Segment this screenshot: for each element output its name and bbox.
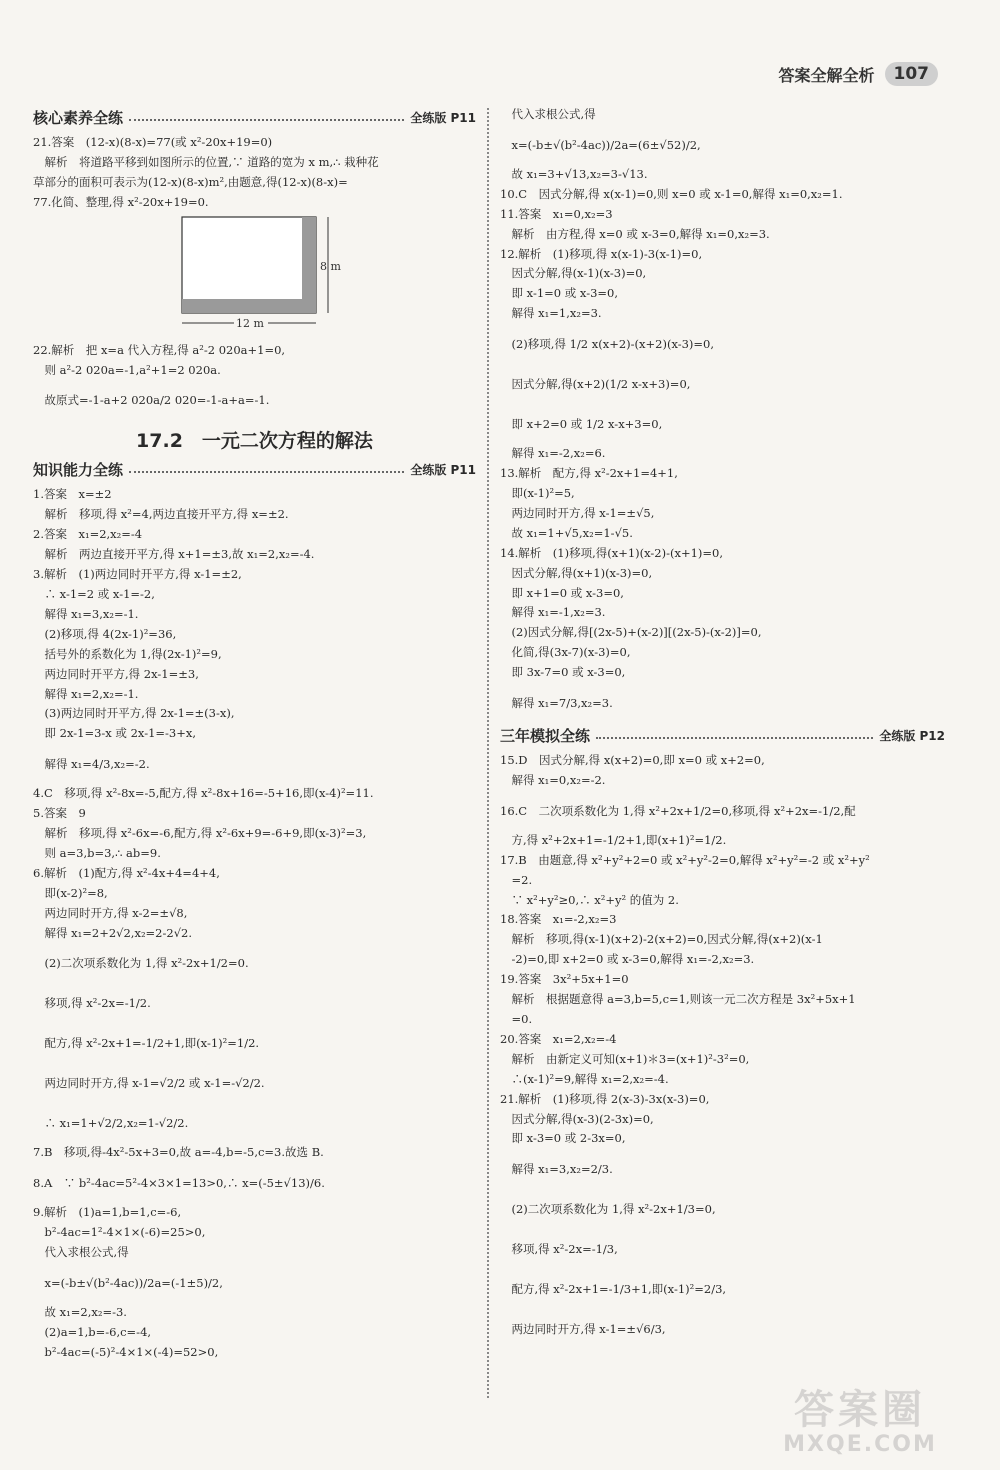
text-line: (2)a=1,b=-6,c=-4,: [33, 1325, 152, 1339]
text-line: 解得 x₁=1,x₂=3.: [500, 306, 602, 321]
text-line: b²-4ac=1²-4×1×(-6)=25>0,: [33, 1225, 206, 1240]
text-line: =2.: [500, 872, 533, 887]
text-line: 故 x₁=2,x₂=-3.: [33, 1305, 127, 1320]
text-line: 代入求根公式,得: [33, 1245, 129, 1260]
text-line: 解析 将道路平移到如图所示的位置,∵ 道路的宽为 x m,∴ 栽种花: [33, 154, 379, 169]
text-line: 即 2x-1=3-x 或 2x-1=-3+x,: [33, 726, 197, 741]
text-line: 两边同时开方,得 x-2=±√8,: [33, 905, 188, 920]
text-line: 19.答案 3x²+5x+1=0: [500, 972, 629, 987]
section-ref: 全练版 P11: [410, 463, 476, 478]
vertical-road: [302, 217, 316, 313]
text-line: 解得 x₁=-2,x₂=6.: [500, 446, 606, 461]
text-line: 方,得 x²+2x+1=-1/2+1,即(x+1)²=1/2.: [500, 832, 727, 847]
text-line: 即 x-1=0 或 x-3=0,: [500, 286, 618, 301]
text-line: (3)两边同时开平方,得 2x-1=±(3-x),: [33, 706, 235, 721]
text-line: 因式分解,得(x-1)(x-3)=0,: [500, 266, 647, 281]
text-line: 21.答案 (12-x)(8-x)=77(或 x²-20x+19=0): [33, 135, 273, 149]
section-ref: 全练版 P12: [879, 729, 945, 744]
text-line: 则 a=3,b=3,∴ ab=9.: [33, 845, 161, 860]
text-line: 7.B 移项,得-4x²-5x+3=0,故 a=-4,b=-5,c=3.故选 B.: [33, 1145, 324, 1160]
text-line: 草部分的面积可表示为(12-x)(8-x)m²,由题意,得(12-x)(8-x)=: [33, 174, 348, 189]
text-line: 18.答案 x₁=-2,x₂=3: [500, 912, 617, 927]
road-diagram: [180, 215, 350, 333]
field-rectangle: [182, 217, 316, 313]
text-line: 16.C 二次项系数化为 1,得 x²+2x+1/2=0,移项,得 x²+2x=-1/2,配: [500, 803, 856, 818]
text-line: 解析 根据题意得 a=3,b=5,c=1,则该一元二次方程是 3x²+5x+1: [500, 992, 856, 1007]
text-line: (2)移项,得 4(2x-1)²=36,: [33, 626, 177, 641]
text-line: 6.解析 (1)配方,得 x²-4x+4=4+4,: [33, 865, 220, 880]
text-line: 配方,得 x²-2x+1=-1/2+1,即(x-1)²=1/2.: [33, 1036, 260, 1051]
text-line: (2)移项,得 1/2 x(x+2)-(x+2)(x-3)=0,: [500, 337, 715, 352]
section-header-simulation: [500, 725, 945, 746]
text-line: 解析 两边直接开平方,得 x+1=±3,故 x₁=2,x₂=-4.: [33, 547, 315, 562]
text-line: 4.C 移项,得 x²-8x=-5,配方,得 x²-8x+16=-5+16,即(x-4)²=11.: [33, 786, 374, 801]
text-line: 故 x₁=1+√5,x₂=1-√5.: [500, 525, 633, 540]
answer-block-22: [33, 341, 476, 421]
text-line: 解析 移项,得 x²=4,两边直接开平方,得 x=±2.: [33, 507, 289, 522]
text-line: (2)二次项系数化为 1,得 x²-2x+1/2=0.: [33, 956, 249, 971]
text-line: 两边同时开方,得 x-1=±√6/3,: [500, 1322, 666, 1337]
text-line: ∴ x₁=1+√2/2,x₂=1-√2/2.: [33, 1116, 189, 1131]
text-line: 解得 x₁=7/3,x₂=3.: [500, 696, 613, 711]
text-line: 14.解析 (1)移项,得(x+1)(x-2)-(x+1)=0,: [500, 545, 724, 560]
text-line: 括号外的系数化为 1,得(2x-1)²=9,: [33, 646, 222, 661]
section-title: 三年模拟全练: [500, 727, 591, 746]
section-ref: 全练版 P11: [410, 111, 476, 125]
text-line: 因式分解,得(x-3)(2-3x)=0,: [500, 1111, 654, 1126]
text-line: 22.解析 把 x=a 代入方程,得 a²-2 020a+1=0,: [33, 342, 286, 357]
text-line: ∵ x²+y²≥0,∴ x²+y² 的值为 2.: [500, 892, 679, 907]
text-line: ∴(x-1)²=9,解得 x₁=2,x₂=-4.: [500, 1071, 669, 1086]
site-watermark: [750, 1387, 970, 1462]
text-line: 即 x-3=0 或 2-3x=0,: [500, 1131, 626, 1146]
text-line: -2)=0,即 x+2=0 或 x-3=0,解得 x₁=-2,x₂=3.: [500, 952, 755, 967]
section-header-core: [33, 107, 476, 128]
answer-list-knowledge: [33, 485, 476, 1362]
text-line: 两边同时开方,得 x-1=±√5,: [500, 505, 655, 520]
text-line: 即(x-1)²=5,: [500, 485, 575, 500]
text-line: x=(-b±√(b²-4ac))/2a=(-1±5)/2,: [33, 1276, 223, 1291]
text-line: 解析 由方程,得 x=0 或 x-3=0,解得 x₁=0,x₂=3.: [500, 226, 770, 241]
text-line: 解得 x₁=2,x₂=-1.: [33, 686, 139, 701]
text-line: 15.D 因式分解,得 x(x+2)=0,即 x=0 或 x+2=0,: [500, 753, 765, 768]
section-title: 核心素养全练: [33, 109, 124, 127]
text-line: 解析 移项,得 x²-6x=-6,配方,得 x²-6x+9=-6+9,即(x-3)²=3,: [33, 826, 367, 841]
text-line: 即 3x-7=0 或 x-3=0,: [500, 665, 626, 680]
text-line: 9.解析 (1)a=1,b=1,c=-6,: [33, 1205, 182, 1220]
text-line: 即 x+2=0 或 1/2 x-x+3=0,: [500, 417, 663, 432]
horizontal-road: [182, 299, 316, 313]
dotted-leader: [129, 119, 404, 121]
text-line: 解得 x₁=2+2√2,x₂=2-2√2.: [33, 925, 193, 940]
text-line: =0.: [500, 1012, 533, 1026]
text-line: 故 x₁=3+√13,x₂=3-√13.: [500, 166, 648, 181]
text-line: 解析 移项,得(x-1)(x+2)-2(x+2)=0,因式分解,得(x+2)(x-1: [500, 932, 823, 947]
text-line: 则 a²-2 020a=-1,a²+1=2 020a.: [33, 362, 221, 377]
height-label: 8 m: [320, 259, 341, 273]
page-header: [778, 62, 938, 86]
text-line: 解得 x₁=3,x₂=-1.: [33, 606, 139, 621]
text-line: 20.答案 x₁=2,x₂=-4: [500, 1031, 617, 1046]
watermark-url: MXQE.COM: [783, 1432, 937, 1457]
text-line: 11.答案 x₁=0,x₂=3: [500, 206, 613, 221]
text-line: 3.解析 (1)两边同时开平方,得 x-1=±2,: [33, 567, 242, 582]
text-line: 解得 x₁=0,x₂=-2.: [500, 772, 606, 787]
dotted-leader: [129, 471, 404, 473]
text-line: 13.解析 配方,得 x²-2x+1=4+1,: [500, 466, 678, 481]
text-line: (2)因式分解,得[(2x-5)+(x-2)][(2x-5)-(x-2)]=0,: [500, 625, 762, 640]
answer-list-simulation: [500, 751, 945, 1349]
text-line: 即 x+1=0 或 x-3=0,: [500, 585, 624, 600]
watermark-logo-text: 答案圈: [794, 1387, 926, 1433]
text-line: 1.答案 x=±2: [33, 487, 112, 502]
section-title: 知识能力全练: [33, 461, 124, 480]
text-line: 两边同时开平方,得 2x-1=±3,: [33, 666, 199, 681]
text-line: 解得 x₁=3,x₂=2/3.: [500, 1162, 613, 1177]
chapter-title: 17.2 一元二次方程的解法: [136, 430, 373, 453]
text-line: x=(-b±√(b²-4ac))/2a=(6±√52)/2,: [500, 137, 701, 152]
text-line: 即(x-2)²=8,: [33, 885, 108, 900]
header-title: 答案全解全析: [778, 65, 875, 85]
text-line: 移项,得 x²-2x=-1/3,: [500, 1242, 618, 1257]
text-line: 因式分解,得(x+2)(1/2 x-x+3)=0,: [500, 377, 691, 392]
answer-list-continued: [500, 105, 945, 723]
text-line: 2.答案 x₁=2,x₂=-4: [33, 527, 143, 542]
text-line: ∴ x-1=2 或 x-1=-2,: [33, 586, 155, 601]
text-line: 10.C 因式分解,得 x(x-1)=0,则 x=0 或 x-1=0,解得 x₁=0,x₂=1.: [500, 186, 843, 201]
text-line: 12.解析 (1)移项,得 x(x-1)-3(x-1)=0,: [500, 246, 703, 261]
text-line: 解得 x₁=4/3,x₂=-2.: [33, 757, 150, 772]
text-line: b²-4ac=(-5)²-4×1×(-4)=52>0,: [33, 1344, 219, 1359]
text-line: 8.A ∵ b²-4ac=5²-4×3×1=13>0,∴ x=(-5±√13)/6.: [33, 1176, 325, 1191]
left-column: [33, 105, 476, 1363]
text-line: 两边同时开方,得 x-1=√2/2 或 x-1=-√2/2.: [33, 1076, 265, 1091]
column-divider: [487, 108, 489, 1398]
text-line: (2)二次项系数化为 1,得 x²-2x+1/3=0,: [500, 1202, 716, 1217]
answer-block-21: [33, 133, 476, 213]
text-line: 移项,得 x²-2x=-1/2.: [33, 996, 151, 1011]
text-line: 化简,得(3x-7)(x-3)=0,: [500, 645, 631, 660]
text-line: 77.化简、整理,得 x²-20x+19=0.: [33, 194, 209, 209]
section-header-knowledge: [33, 459, 476, 480]
text-line: 17.B 由题意,得 x²+y²+2=0 或 x²+y²-2=0,解得 x²+y²=-2 或 x²+y²: [500, 852, 870, 867]
width-label: 12 m: [236, 316, 264, 330]
text-line: 解析 由新定义可知(x+1)＊3=(x+1)²-3²=0,: [500, 1051, 750, 1066]
text-line: 故原式=-1-a+2 020a/2 020=-1-a+a=-1.: [33, 393, 270, 408]
page-number: 107: [885, 62, 939, 86]
text-line: 5.答案 9: [33, 806, 86, 821]
dotted-leader: [596, 737, 873, 739]
text-line: 解得 x₁=-1,x₂=3.: [500, 605, 606, 620]
text-line: 21.解析 (1)移项,得 2(x-3)-3x(x-3)=0,: [500, 1091, 710, 1106]
text-line: 因式分解,得(x+1)(x-3)=0,: [500, 565, 653, 580]
text-line: 配方,得 x²-2x+1=-1/3+1,即(x-1)²=2/3,: [500, 1282, 727, 1297]
text-line: 代入求根公式,得: [500, 107, 596, 121]
right-column: [500, 105, 945, 1349]
